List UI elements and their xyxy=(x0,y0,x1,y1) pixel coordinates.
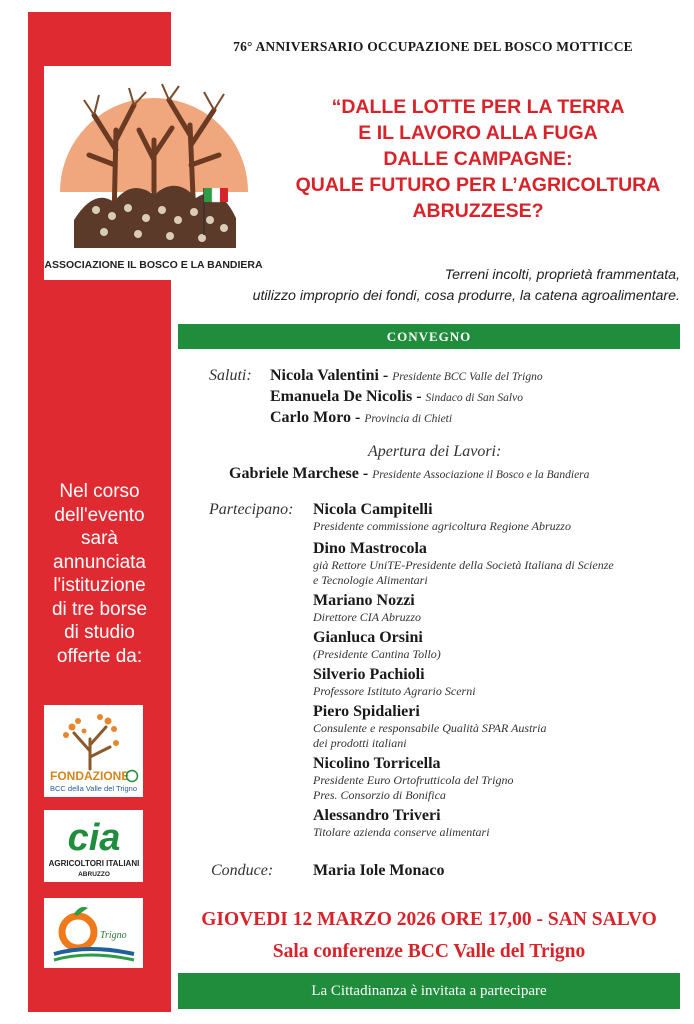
subtitle-line: utilizzo improprio dei fondi, cosa produrre, la catena agroalimentare. xyxy=(252,288,680,304)
trigno-mark: Trigno xyxy=(100,930,127,941)
bosco-bandiera-logo-icon xyxy=(54,70,254,255)
partecipano-label: Partecipano: xyxy=(209,501,294,518)
apertura-entry: Gabriele Marchese - Presidente Associazione il Bosco e la Bandiera xyxy=(229,465,590,482)
fondazione-logo xyxy=(44,705,143,797)
cia-mark: cia xyxy=(67,817,121,859)
scholarship-announcement xyxy=(28,480,171,668)
event-location: Sala conferenze BCC Valle del Trigno xyxy=(272,941,586,962)
participant: Alessandro Triveri Titolare azienda conserve alimentari xyxy=(313,807,490,839)
side-line: l'istituzione xyxy=(53,575,146,596)
cia-logo xyxy=(44,810,143,882)
trigno-orange-icon xyxy=(44,898,143,968)
conduce-label: Conduce: xyxy=(211,862,274,879)
cia-line2: ABRUZZO xyxy=(78,871,110,878)
saluti-entry: Emanuela De Nicolis - Sindaco di San Salvo xyxy=(270,388,523,405)
saluti-entry: Nicola Valentini - Presidente BCC Valle del Trigno xyxy=(270,367,543,384)
association-name: ASSOCIAZIONE IL BOSCO E LA BANDIERA xyxy=(44,259,263,271)
event-date: GIOVEDI 12 MARZO 2026 ORE 17,00 - SAN SALVO xyxy=(201,909,657,930)
headline-line: DALLE CAMPAGNE: xyxy=(383,148,573,170)
side-line: sarà xyxy=(81,528,118,549)
participant: Dino Mastrocola già Rettore UniTE-Presidente della Società Italiana di Scienze e Tecnologie Alimentari xyxy=(313,540,614,587)
side-line: di tre borse xyxy=(51,598,148,620)
participant: Nicolino Torricella Presidente Euro Ortofrutticola del Trigno Pres. Consorzio di Bonifica xyxy=(313,755,514,802)
participant: Silverio Pachioli Professore Istituto Agrario Scerni xyxy=(313,666,476,698)
fondazione-tree-icon xyxy=(44,705,143,797)
association-logo xyxy=(44,66,263,280)
participant: Mariano Nozzi Direttore CIA Abruzzo xyxy=(313,592,422,624)
saluti-label: Saluti: xyxy=(209,367,252,384)
subtitle xyxy=(180,265,680,307)
participant: Gianluca Orsini (Presidente Cantina Tollo) xyxy=(313,629,441,661)
headline-line: ABRUZZESE? xyxy=(412,200,544,222)
saluti-entry: Carlo Moro - Provincia di Chieti xyxy=(270,409,453,426)
conduce-entry: Maria Iole Monaco xyxy=(313,862,445,879)
headline-line: “DALLE LOTTE PER LA TERRA xyxy=(331,96,625,118)
side-line: annunciata xyxy=(53,551,146,573)
participant: Piero Spidalieri Consulente e responsabile Qualità SPAR Austria dei prodotti italiani xyxy=(313,703,547,750)
fondazione-subtitle: BCC della Valle del Trigno xyxy=(50,784,137,793)
side-line: Nel corso xyxy=(59,481,140,502)
headline-line: QUALE FUTURO PER L’AGRICOLTURA xyxy=(295,174,661,196)
headline-line: E IL LAVORO ALLA FUGA xyxy=(358,122,598,144)
participant: Nicola Campitelli Presidente commissione agricoltura Regione Abruzzo xyxy=(313,501,571,533)
side-line: offerte da: xyxy=(56,645,143,667)
side-line: di studio xyxy=(64,622,135,643)
cia-mark-icon xyxy=(44,810,143,882)
convegno-band: CONVEGNO xyxy=(178,324,680,349)
invitation-band: La Cittadinanza è invitata a partecipare xyxy=(178,973,680,1009)
headline xyxy=(262,94,694,224)
apertura-label: Apertura dei Lavori: xyxy=(368,443,502,460)
cia-line1: AGRICOLTORI ITALIANI xyxy=(48,859,140,868)
fondazione-name: FONDAZIONE xyxy=(50,769,130,783)
anniversary-title: 76° ANNIVERSARIO OCCUPAZIONE DEL BOSCO MOTTICCE xyxy=(233,39,633,54)
trigno-logo xyxy=(44,898,143,968)
subtitle-line: Terreni incolti, proprietà frammentata, xyxy=(444,267,680,283)
side-line: dell'evento xyxy=(54,504,145,526)
